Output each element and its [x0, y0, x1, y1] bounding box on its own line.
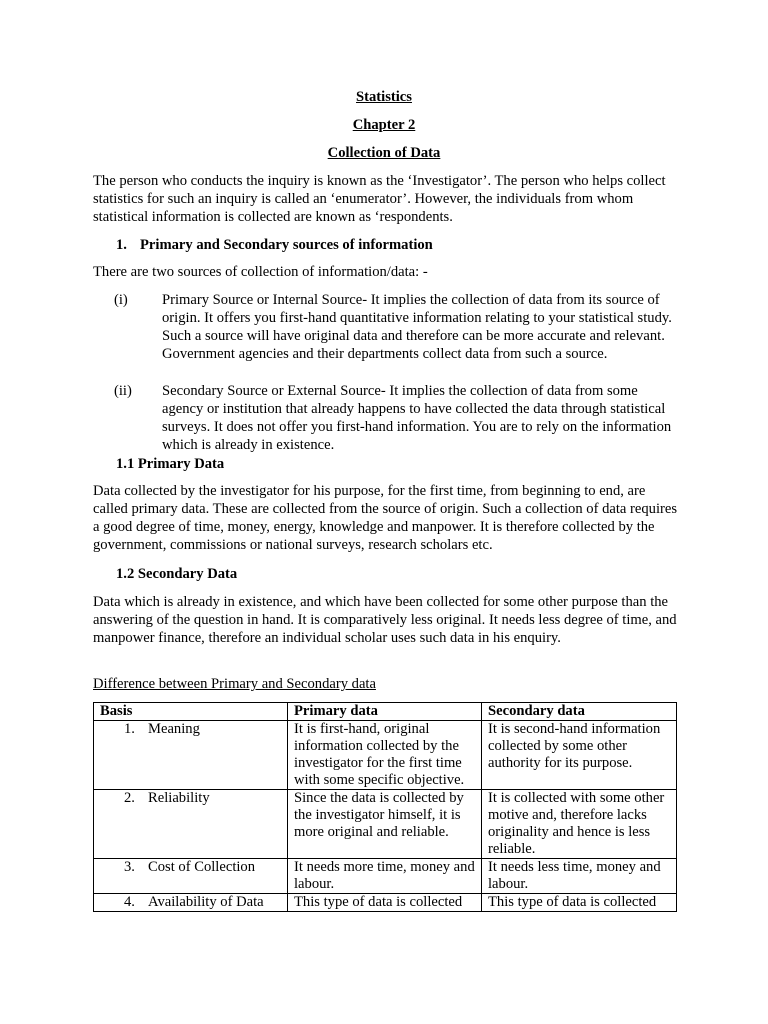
secondary-data-paragraph: Data which is already in existence, and which have been collected for some other purpose than the answering of the question in hand. It is comparatively less original. It needs less degree of time, and manpower finance, therefore an individual scholar uses such data in his enquiry.	[93, 594, 677, 646]
table-cell-secondary: It is second-hand information collected by some other authority for its purpose.	[482, 721, 677, 790]
list-item-text: Primary Source or Internal Source- It implies the collection of data from its source of origin. It offers you first-hand quantitative information relating to your statistical study. Such a source will have original data and therefore can be more accurate and relevant. Government agencies and their departments collect data from such a source.	[162, 292, 672, 362]
row-basis-label: Availability of Data	[148, 894, 264, 910]
subsection-heading-primary: 1.1 Primary Data	[116, 456, 225, 472]
chapter-title: Collection of Data	[327, 145, 441, 161]
row-number: 4.	[124, 894, 135, 910]
table-cell-secondary: It is collected with some other motive and, therefore lacks originality and hence is less reliable.	[482, 790, 677, 859]
table-cell-primary: This type of data is collected	[288, 894, 482, 912]
intro-paragraph: The person who conducts the inquiry is known as the ‘Investigator’. The person who helps collect statistics for such an inquiry is called an ‘enumerator’. However, the individuals from whom statistical information is collected are known as ‘respondents.	[93, 173, 666, 225]
section-number: 1.	[116, 237, 127, 253]
table-cell-basis	[94, 721, 288, 790]
table-row	[94, 859, 677, 894]
primary-data-paragraph: Data collected by the investigator for his purpose, for the first time, from beginning to end, are called primary data. These are collected from the source of origin. Such a collection of data requires a good degree of time, money, energy, knowledge and manpower. It is therefore collected by the government, commissions or national surveys, research scholars etc.	[93, 483, 678, 553]
chapter-number: Chapter 2	[352, 117, 416, 133]
sources-intro: There are two sources of collection of information/data: -	[93, 264, 428, 280]
comparison-table	[93, 702, 677, 912]
row-number: 3.	[124, 859, 135, 875]
table-header-primary: Primary data	[288, 703, 482, 721]
row-basis-label: Cost of Collection	[148, 859, 256, 875]
table-cell-secondary: It needs less time, money and labour.	[482, 859, 677, 894]
table-cell-primary: It is first-hand, original information collected by the investigator for the first time with some specific objective.	[288, 721, 482, 790]
subsection-heading-secondary: 1.2 Secondary Data	[116, 566, 238, 582]
table-header-row	[94, 703, 677, 721]
table-cell-primary: Since the data is collected by the investigator himself, it is more original and reliable.	[288, 790, 482, 859]
table-row	[94, 721, 677, 790]
table-cell-basis	[94, 894, 288, 912]
document-title: Statistics	[356, 89, 412, 105]
row-basis-label: Reliability	[148, 790, 210, 806]
row-basis-label: Meaning	[148, 721, 200, 737]
list-item-number: (ii)	[114, 383, 132, 399]
table-cell-primary: It needs more time, money and labour.	[288, 859, 482, 894]
list-item-text: Secondary Source or External Source- It implies the collection of data from some agency or institution that already happens to have collected the data through statistical surveys. It does not offer you first-hand information. You are to rely on the information which is already in existence.	[162, 383, 672, 453]
table-cell-basis	[94, 859, 288, 894]
table-row	[94, 790, 677, 859]
table-header-secondary: Secondary data	[482, 703, 677, 721]
row-number: 1.	[124, 721, 135, 737]
table-row	[94, 894, 677, 912]
table-caption: Difference between Primary and Secondary data	[93, 676, 376, 692]
table-header-basis: Basis	[94, 703, 288, 721]
list-item-number: (i)	[114, 292, 128, 308]
section-heading	[116, 236, 433, 254]
table-cell-basis	[94, 790, 288, 859]
row-number: 2.	[124, 790, 135, 806]
table-cell-secondary: This type of data is collected	[482, 894, 677, 912]
section-heading-text: Primary and Secondary sources of information	[140, 237, 433, 253]
